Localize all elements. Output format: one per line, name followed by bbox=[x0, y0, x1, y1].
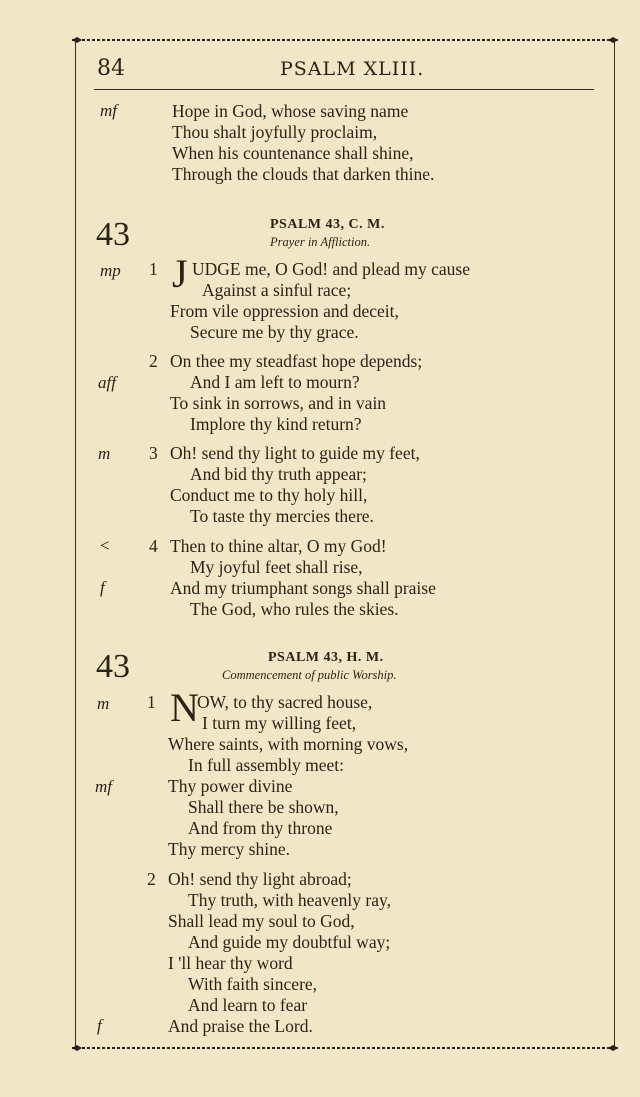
hymn-line: I 'll hear thy word bbox=[168, 953, 293, 973]
header-rule bbox=[94, 89, 594, 90]
hymn-line: Thy truth, with heavenly ray, bbox=[188, 890, 391, 910]
hymn-line: Implore thy kind return? bbox=[190, 414, 362, 434]
hymn-title: PSALM 43, H. M. bbox=[268, 650, 384, 665]
hymn-line: Through the clouds that darken thine. bbox=[172, 164, 435, 184]
left-border-line bbox=[75, 42, 76, 1048]
dynamic-mark: f bbox=[100, 578, 105, 597]
dynamic-mark: aff bbox=[98, 373, 116, 392]
hymn-line: Conduct me to thy holy hill, bbox=[170, 485, 368, 505]
hymn-line: In full assembly meet: bbox=[188, 755, 345, 775]
hymn-title: PSALM 43, C. M. bbox=[270, 217, 385, 232]
hymn-line: Secure me by thy grace. bbox=[190, 322, 359, 342]
hymn-line: Oh! send thy light to guide my feet, bbox=[170, 443, 420, 463]
hymn-line: OW, to thy sacred house, bbox=[197, 692, 373, 712]
dynamic-mark: f bbox=[97, 1016, 102, 1035]
dynamic-mark: mf bbox=[100, 101, 117, 120]
running-head: PSALM XLIII. bbox=[280, 58, 425, 80]
hymn-line: Thy power divine bbox=[168, 776, 293, 796]
verse-number: 1 bbox=[149, 259, 158, 279]
hymn-line: The God, who rules the skies. bbox=[190, 599, 399, 619]
hymn-line: Against a sinful race; bbox=[202, 280, 352, 300]
hymn-line: My joyful feet shall rise, bbox=[190, 557, 363, 577]
hymn-line: And bid thy truth appear; bbox=[190, 464, 367, 484]
verse-number: 2 bbox=[147, 869, 156, 889]
right-border-line bbox=[614, 42, 615, 1048]
hymn-line: Oh! send thy light abroad; bbox=[168, 869, 352, 889]
top-ornamental-rule bbox=[72, 37, 618, 43]
hymn-line: Shall there be shown, bbox=[188, 797, 339, 817]
hymn-subtitle: Commencement of public Worship. bbox=[222, 668, 397, 682]
dynamic-mark: mp bbox=[100, 261, 121, 280]
hymn-line: To taste thy mercies there. bbox=[190, 506, 374, 526]
hymn-number: 43 bbox=[96, 648, 130, 685]
hymn-line: And I am left to mourn? bbox=[190, 372, 360, 392]
dynamic-mark: mf bbox=[95, 777, 112, 796]
hymn-line: Shall lead my soul to God, bbox=[168, 911, 355, 931]
hymn-line: And from thy throne bbox=[188, 818, 333, 838]
verse-number: 3 bbox=[149, 443, 158, 463]
hymn-line: UDGE me, O God! and plead my cause bbox=[192, 259, 470, 279]
hymn-line: To sink in sorrows, and in vain bbox=[170, 393, 387, 413]
hymn-line: When his countenance shall shine, bbox=[172, 143, 414, 163]
hymn-line: And guide my doubtful way; bbox=[188, 932, 391, 952]
crescendo-mark: < bbox=[100, 536, 110, 555]
verse-number: 1 bbox=[147, 692, 156, 712]
hymn-line: On thee my steadfast hope depends; bbox=[170, 351, 423, 371]
verse-number: 2 bbox=[149, 351, 158, 371]
hymn-line: Hope in God, whose saving name bbox=[172, 101, 409, 121]
drop-capital: J bbox=[172, 251, 188, 296]
hymn-line: And my triumphant songs shall praise bbox=[170, 578, 436, 598]
hymn-line: From vile oppression and deceit, bbox=[170, 301, 399, 321]
hymn-line: Then to thine altar, O my God! bbox=[170, 536, 387, 556]
hymn-line: And praise the Lord. bbox=[168, 1016, 313, 1036]
hymn-line: With faith sincere, bbox=[188, 974, 318, 994]
verse-number: 4 bbox=[149, 536, 158, 556]
page-number: 84 bbox=[97, 56, 125, 81]
drop-capital: N bbox=[170, 685, 199, 730]
hymn-line: I turn my willing feet, bbox=[202, 713, 357, 733]
hymn-line: And learn to fear bbox=[188, 995, 308, 1015]
bottom-ornamental-rule bbox=[72, 1045, 618, 1051]
hymn-subtitle: Prayer in Affliction. bbox=[270, 235, 371, 249]
hymn-number: 43 bbox=[96, 216, 130, 253]
dynamic-mark: m bbox=[97, 694, 110, 713]
dynamic-mark: m bbox=[98, 444, 111, 463]
hymn-line: Thou shalt joyfully proclaim, bbox=[172, 122, 378, 142]
hymn-line: Where saints, with morning vows, bbox=[168, 734, 409, 754]
hymn-line: Thy mercy shine. bbox=[168, 839, 290, 859]
